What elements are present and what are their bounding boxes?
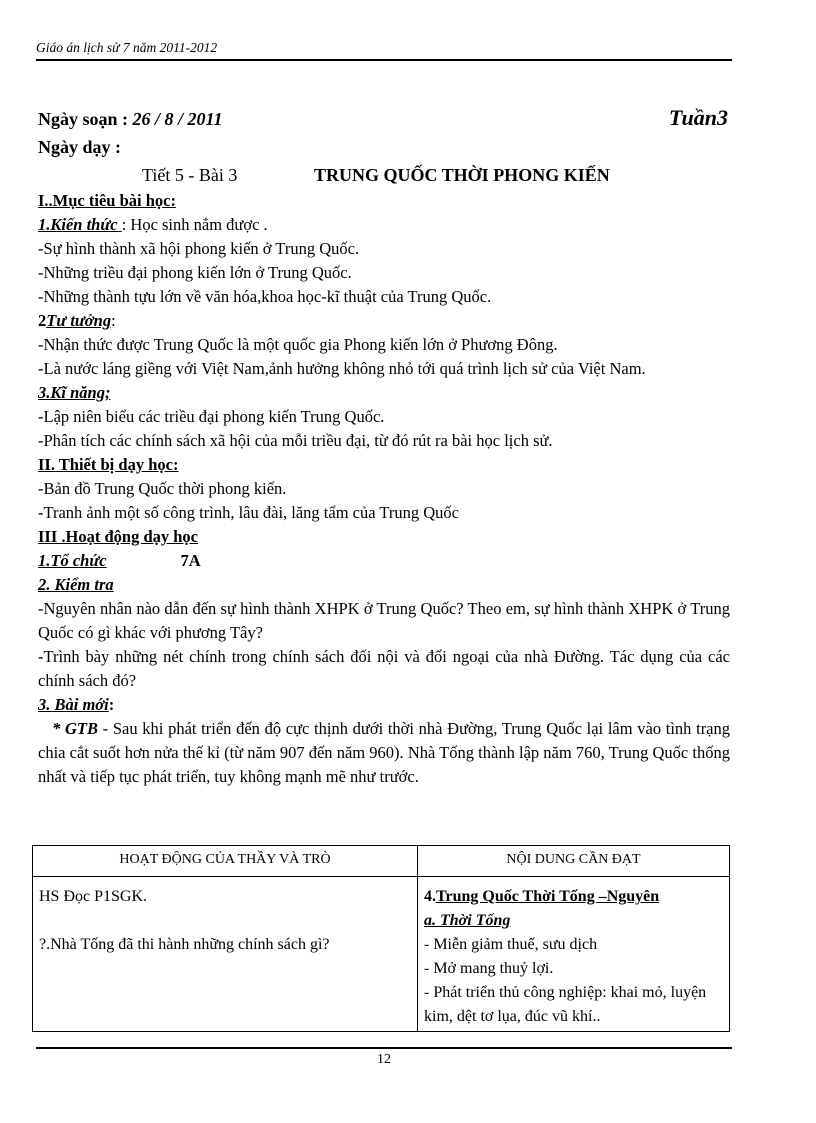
intro-paragraph bbox=[38, 717, 730, 789]
prep-label: Ngày soạn : bbox=[38, 109, 133, 129]
thought-item-1: -Nhận thức được Trung Quốc là một quốc gia Phong kiến lớn ở Phương Đông. bbox=[38, 335, 558, 354]
knowledge-item-1: -Sự hình thành xã hội phong kiến ở Trung Quốc. bbox=[38, 239, 360, 258]
thought-item-2: -Là nước láng giềng với Việt Nam,ảnh hưởng không nhỏ tới quá trình lịch sử của Việt Nam. bbox=[38, 359, 646, 378]
knowledge-item-3: -Những thành tựu lớn về văn hóa,khoa học-kĩ thuật của Trung Quốc. bbox=[38, 287, 492, 306]
new-lesson-label: 3. Bài mới bbox=[38, 695, 109, 714]
check-question-2: -Trình bày những nét chính trong chính sách đối nội và đối ngoại của nhà Đường. Tác dụng của các chính sách đó? bbox=[38, 647, 730, 690]
teach-date-row bbox=[38, 133, 730, 161]
table-cell-activities bbox=[33, 877, 418, 1032]
teach-label: Ngày dạy : bbox=[38, 137, 122, 157]
equipment-item-2: -Tranh ảnh một số công trình, lâu đài, lăng tẩm của Trung Quốc bbox=[38, 503, 460, 522]
activity-table bbox=[32, 845, 730, 1032]
thought-line bbox=[38, 309, 730, 333]
activity-line-1: HS Đọc P1SGK. bbox=[39, 888, 148, 905]
lesson-title: TRUNG QUỐC THỜI PHONG KIẾN bbox=[314, 165, 610, 185]
thought-colon: : bbox=[111, 311, 116, 330]
table-row bbox=[33, 877, 730, 1032]
page-number: 12 bbox=[377, 1052, 391, 1067]
thought-label: Tư tưởng bbox=[46, 311, 112, 330]
date-row bbox=[38, 104, 730, 133]
intro-text: - Sau khi phát triển đến độ cực thịnh dưới thời nhà Đường, Trung Quốc lại lâm vào tình trạng chia cắt suốt hơn nửa thế kỉ (từ năm 907 đến năm 960). Nhà Tống thành lập năm 760, Trung Quốc thống nhất và tiếp tục phát triển, tuy không mạnh mẽ như trước. bbox=[38, 719, 731, 786]
activity-line-2: ?.Nhà Tống đã thi hành những chính sách gì? bbox=[39, 936, 330, 953]
knowledge-label: 1.Kiến thức bbox=[38, 215, 122, 234]
check-line bbox=[38, 573, 730, 597]
content-item-1: - Miễn giảm thuế, sưu dịch bbox=[424, 936, 598, 953]
content-item-3: - Phát triển thủ công nghiệp: khai mỏ, luyện kim, dệt tơ lụa, đúc vũ khí.. bbox=[424, 984, 707, 1025]
knowledge-rest: : Học sinh nắm được . bbox=[121, 215, 268, 234]
skill-item-2: -Phân tích các chính sách xã hội của mỗi triều đại, từ đó rút ra bài học lịch sử. bbox=[38, 431, 553, 450]
footer-rule bbox=[36, 1047, 732, 1049]
content-subtitle: a. Thời Tống bbox=[424, 912, 511, 929]
intro-label: * GTB bbox=[52, 719, 98, 738]
knowledge-line bbox=[38, 213, 730, 237]
check-label: 2. Kiểm tra bbox=[38, 575, 114, 594]
equipment-item-1: -Bản đồ Trung Quốc thời phong kiến. bbox=[38, 479, 287, 498]
organization-line bbox=[38, 549, 730, 573]
prep-date-line bbox=[38, 105, 223, 133]
organization-label: 1.Tổ chức bbox=[38, 551, 107, 570]
table-header-row bbox=[33, 846, 730, 877]
new-lesson-colon: : bbox=[108, 695, 115, 714]
new-lesson-line bbox=[38, 693, 730, 717]
document-body bbox=[38, 104, 730, 789]
skill-line bbox=[38, 381, 730, 405]
lesson-row bbox=[38, 161, 730, 189]
header-title: Giáo án lịch sử 7 năm 2011-2012 bbox=[36, 40, 218, 55]
class-name: 7A bbox=[180, 551, 201, 570]
check-question-1: -Nguyên nhân nào dẫn đến sự hình thành XHPK ở Trung Quốc? Theo em, sự hình thành XHPK ở Trung Quốc có gì khác với phương Tây? bbox=[38, 599, 730, 642]
section-objectives-title: I..Mục tiêu bài học: bbox=[38, 191, 176, 210]
lesson-number: Tiết 5 - Bài 3 bbox=[142, 165, 238, 185]
content-title: 4.Trung Quốc Thời Tống –Nguyên bbox=[424, 888, 660, 905]
section-activities-title: III .Hoạt động dạy học bbox=[38, 527, 198, 546]
section-equipment-title: II. Thiết bị dạy học: bbox=[38, 455, 179, 474]
knowledge-item-2: -Những triều đại phong kiến lớn ở Trung Quốc. bbox=[38, 263, 352, 282]
content-item-2: - Mở mang thuỷ lợi. bbox=[424, 960, 554, 977]
thought-num: 2 bbox=[38, 311, 47, 330]
document-header bbox=[36, 40, 732, 61]
week-label: Tuần3 bbox=[668, 105, 728, 130]
table-cell-content bbox=[418, 877, 730, 1032]
skill-item-1: -Lập niên biểu các triều đại phong kiến Trung Quốc. bbox=[38, 407, 385, 426]
col-header-activities: HOẠT ĐỘNG CỦA THẦY VÀ TRÒ bbox=[33, 846, 418, 877]
prep-date: 26 / 8 / 2011 bbox=[132, 109, 223, 129]
col-header-content: NỘI DUNG CẦN ĐẠT bbox=[418, 846, 730, 877]
skill-label: 3.Kĩ năng; bbox=[38, 383, 111, 402]
